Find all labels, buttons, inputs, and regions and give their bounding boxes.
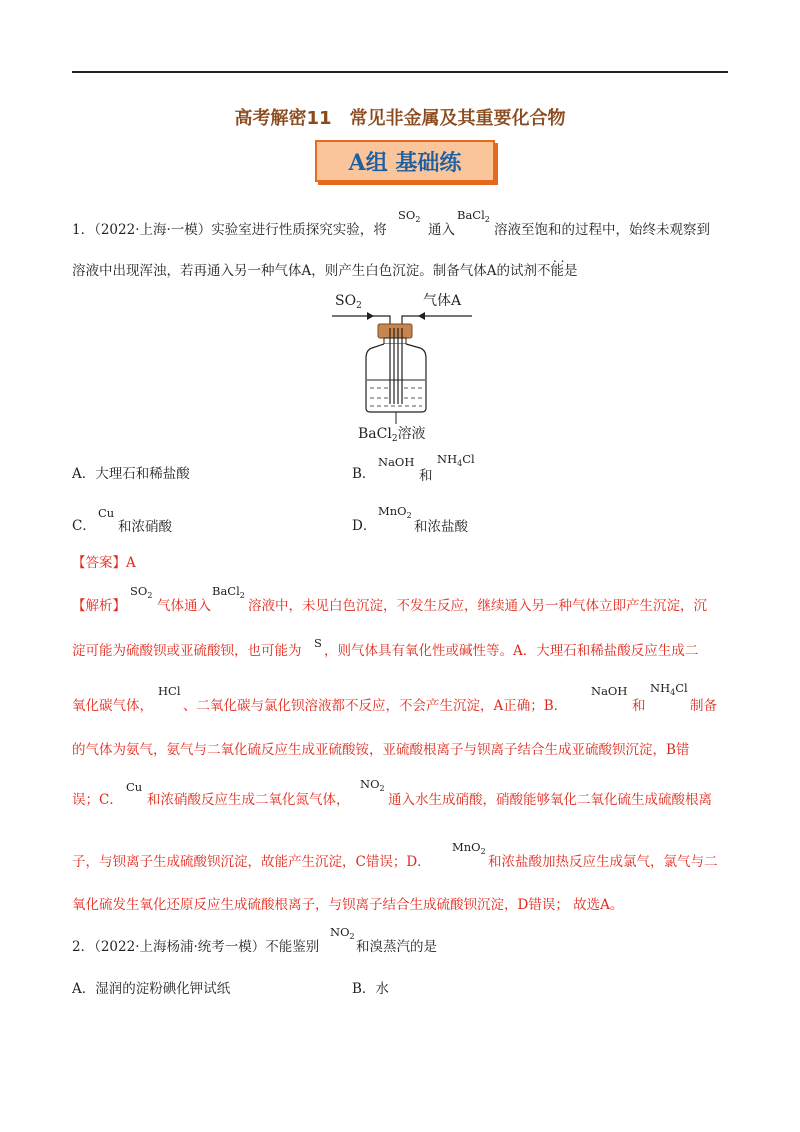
option-b-and: 和: [419, 468, 433, 484]
diagram-label-so2: $SO_2$: [335, 293, 362, 311]
rubber-stopper: [378, 324, 412, 338]
question-source: （2022·上海·一模）实验室进行性质探究实验，将: [94, 222, 387, 238]
analysis-formula-no2: $NO_2$: [360, 777, 385, 793]
analysis-formula-bacl2: BaCl$_2$: [212, 584, 245, 600]
option-c-text: 和浓硝酸: [118, 519, 172, 535]
option-d-text: 和浓盐酸: [414, 519, 468, 535]
analysis-tag: 【解析】: [72, 598, 126, 614]
q2-option-b[interactable]: B．水: [352, 981, 389, 997]
formula-no2: $NO_2$: [330, 925, 355, 941]
analysis-formula-naoh: NaOH: [591, 684, 628, 698]
question-1-line-1: [72, 221, 387, 239]
page-title: 高考解密11 常见非金属及其重要化合物: [234, 108, 566, 129]
analysis-formula-nh4cl: $NH_4Cl$: [650, 681, 688, 697]
gas-bottle-diagram: [330, 288, 480, 448]
option-c-label: C．: [72, 518, 96, 534]
option-a[interactable]: A．大理石和稀盐酸: [72, 466, 190, 482]
formula-so2: $SO_2$: [398, 208, 421, 224]
bottle-body: [366, 344, 426, 412]
question-2-text-tail: 和溴蒸汽的是: [356, 939, 437, 955]
option-d-label: D．: [352, 518, 377, 534]
answer-line: 【答案】A: [72, 555, 136, 571]
analysis-formula-s: S: [314, 636, 322, 650]
group-badge: A组 基础练: [315, 140, 495, 182]
q2-option-a[interactable]: A．湿润的淀粉碘化钾试纸: [72, 981, 231, 997]
formula-cu: Cu: [98, 506, 115, 520]
question-number: 1．: [72, 222, 95, 238]
emphasis-dots: . .: [553, 251, 565, 265]
bottle-neck: [384, 338, 406, 344]
formula-mno2: MnO$_2$: [378, 504, 412, 520]
diagram-label-solution: BaCl$_2$溶液: [358, 426, 426, 444]
formula-naoh: NaOH: [378, 455, 415, 469]
text-tongru: 通入: [428, 222, 455, 238]
arrow-right-head: [418, 312, 425, 320]
question-1-line-2: 溶液中出现浑浊，若再通入另一种气体A，则产生白色沉淀。制备气体A的试剂不能是: [72, 263, 578, 279]
formula-nh4cl: $NH_4Cl$: [437, 452, 475, 468]
diagram-label-gas-a: 气体A: [423, 293, 462, 309]
analysis-formula-mno2: MnO$_2$: [452, 840, 486, 856]
formula-bacl2: BaCl$_2$: [457, 208, 490, 224]
question-2-text: 2．（2022·上海杨浦·统考一模）不能鉴别: [72, 939, 320, 955]
analysis-formula-hcl: HCl: [158, 684, 181, 698]
analysis-formula-cu: Cu: [126, 780, 143, 794]
question-1-line-1-tail: 溶液至饱和的过程中，始终未观察到: [494, 222, 710, 238]
option-b-label: B．: [352, 466, 376, 482]
analysis-formula-so2: $SO_2$: [130, 584, 153, 600]
arrow-left-head: [367, 312, 374, 320]
top-rule: [72, 71, 728, 73]
